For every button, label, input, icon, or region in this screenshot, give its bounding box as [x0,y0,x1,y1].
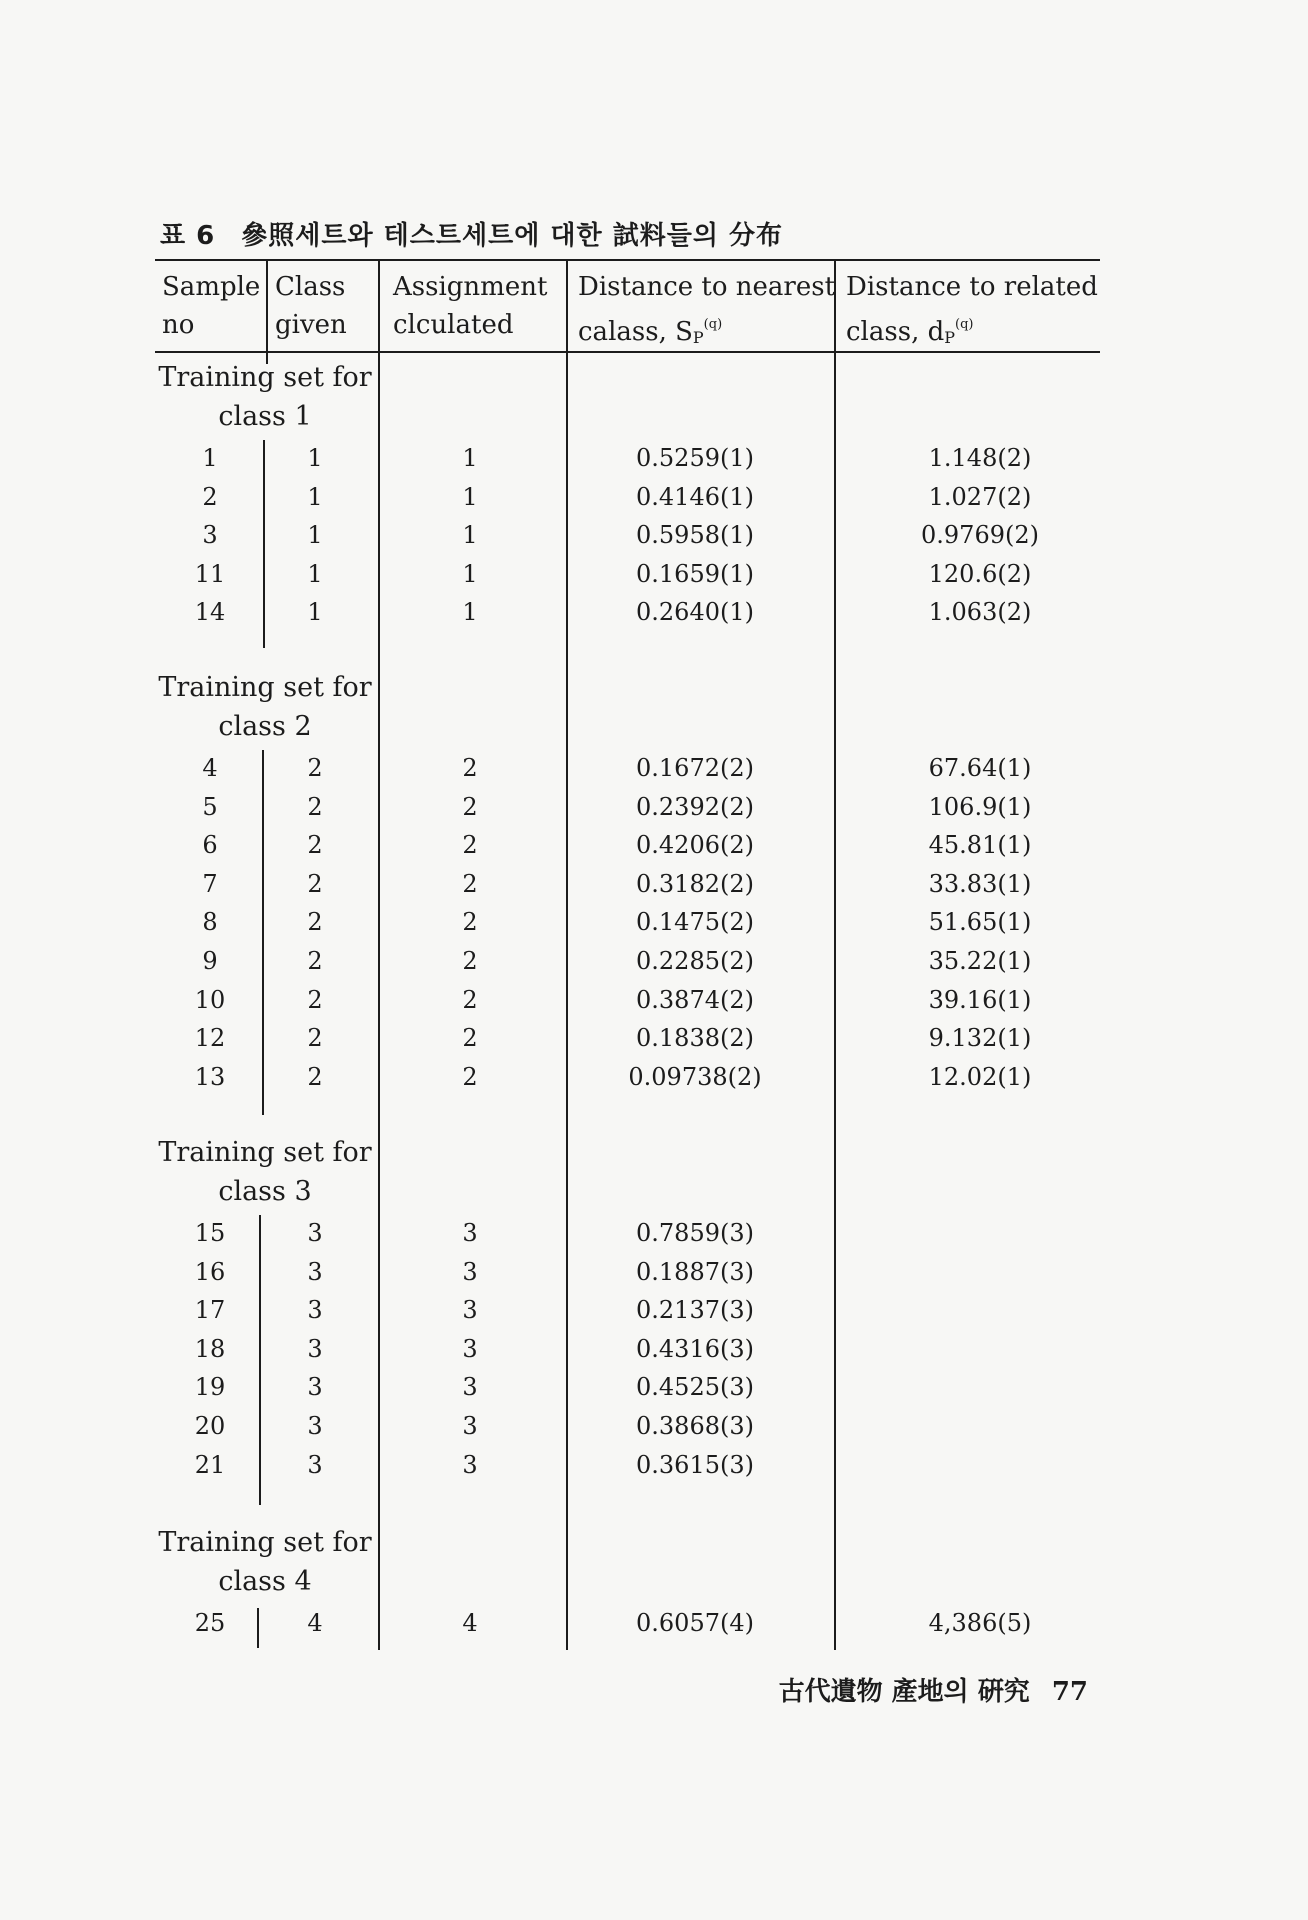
cell-sample: 11 [194,559,226,588]
footer-title: 古代遺物 產地의 硏究 [778,1677,1030,1707]
cell-nearest: 0.2285(2) [636,947,754,975]
cell-nearest: 0.6057(4) [636,1609,754,1637]
cell-sample: 21 [194,1450,226,1479]
cell-related: 39.16(1) [928,985,1032,1014]
cell-assigned: 2 [462,869,478,898]
cell-given: 3 [307,1296,323,1325]
cell-nearest: 0.3874(2) [636,985,754,1014]
cell-nearest: 0.1672(2) [636,754,754,782]
cell-assigned: 2 [462,754,478,782]
table-row [0,1063,1308,1101]
cell-sample: 25 [194,1609,226,1637]
cell-sample: 17 [194,1296,226,1325]
table-row [0,908,1308,946]
cell-nearest: 0.1659(1) [636,559,754,588]
cell-related: 45.81(1) [928,831,1032,860]
cell-given: 2 [307,985,323,1014]
cell-assigned: 3 [462,1296,478,1325]
table-top-rule [155,259,1100,261]
cell-given: 3 [307,1257,323,1286]
cell-given: 3 [307,1450,323,1479]
table-row [0,1296,1308,1334]
cell-nearest: 0.5958(1) [636,521,754,550]
cell-given: 2 [307,908,323,937]
cell-nearest: 0.3615(3) [636,1450,754,1479]
cell-related: 9.132(1) [928,1024,1032,1053]
cell-sample: 1 [202,444,218,472]
cell-sample: 8 [202,908,218,937]
table-row [0,986,1308,1024]
cell-sample: 20 [194,1412,226,1440]
cell-given: 4 [307,1609,323,1637]
cell-given: 2 [307,1062,323,1091]
cell-assigned: 3 [462,1450,478,1479]
cell-given: 3 [307,1412,323,1440]
cell-related: 33.83(1) [928,869,1032,898]
cell-sample: 7 [202,869,218,898]
cell-given: 2 [307,947,323,975]
cell-sample: 3 [202,521,218,550]
cell-related: 35.22(1) [928,947,1032,975]
cell-sample: 9 [202,947,218,975]
table-row [0,598,1308,636]
header-divider-1 [266,260,268,364]
cell-assigned: 4 [462,1609,478,1637]
section-label: Training set for class 3 [158,1137,372,1207]
cell-sample: 2 [202,482,218,511]
cell-nearest: 0.2392(2) [636,792,754,821]
cell-given: 1 [307,444,323,472]
table-row [0,1219,1308,1257]
cell-given: 3 [307,1334,323,1363]
cell-related: 0.9769(2) [921,521,1039,550]
cell-nearest: 0.2137(3) [636,1296,754,1325]
page-number: 77 [1051,1677,1088,1707]
cell-nearest: 0.3182(2) [636,869,754,898]
cell-assigned: 1 [462,559,478,588]
cell-given: 2 [307,869,323,898]
table-row [0,793,1308,831]
cell-sample: 10 [194,985,226,1014]
table-number: 표 6 [160,221,216,251]
table-row [0,1451,1308,1489]
cell-given: 1 [307,559,323,588]
cell-related: 51.65(1) [928,908,1032,937]
cell-given: 2 [307,754,323,782]
cell-assigned: 1 [462,444,478,472]
header-distance-nearest: Distance to nearest calass, SP$^{(q)}$ [578,272,836,347]
table-caption [160,215,783,252]
cell-related: 120.6(2) [928,559,1032,588]
cell-nearest: 0.7859(3) [636,1219,754,1247]
cell-given: 2 [307,1024,323,1053]
cell-given: 1 [307,482,323,511]
table-row [0,560,1308,598]
cell-sample: 5 [202,792,218,821]
table-row [0,1258,1308,1296]
cell-related: 67.64(1) [928,754,1032,782]
header-sample-no: Sample no [162,272,261,340]
table-row [0,754,1308,792]
cell-nearest: 0.4316(3) [636,1334,754,1363]
cell-nearest: 0.1887(3) [636,1257,754,1286]
header-distance-related: Distance to related class, $dP^{(q)}$ [846,272,1098,347]
section-label: Training set for class 1 [158,362,372,432]
cell-nearest: 0.4146(1) [636,482,754,511]
table-row [0,1024,1308,1062]
cell-assigned: 3 [462,1257,478,1286]
cell-assigned: 2 [462,831,478,860]
table-row [0,521,1308,559]
cell-assigned: 2 [462,1062,478,1091]
cell-given: 2 [307,792,323,821]
cell-sample: 16 [194,1257,226,1286]
table-row [0,947,1308,985]
cell-nearest: 0.09738(2) [628,1062,762,1091]
cell-assigned: 3 [462,1334,478,1363]
cell-sample: 12 [194,1024,226,1053]
cell-nearest: 0.3868(3) [636,1412,754,1440]
cell-related: 1.148(2) [928,444,1032,472]
table-row [0,444,1308,482]
cell-related: 12.02(1) [928,1062,1032,1091]
cell-assigned: 2 [462,1024,478,1053]
cell-related: 106.9(1) [928,792,1032,821]
cell-sample: 19 [194,1373,226,1402]
cell-sample: 15 [194,1219,226,1247]
cell-assigned: 2 [462,985,478,1014]
cell-nearest: 0.4206(2) [636,831,754,860]
cell-assigned: 2 [462,792,478,821]
cell-nearest: 0.1475(2) [636,908,754,937]
cell-given: 1 [307,521,323,550]
cell-nearest: 0.1838(2) [636,1024,754,1053]
cell-given: 3 [307,1219,323,1247]
cell-assigned: 3 [462,1373,478,1402]
cell-nearest: 0.5259(1) [636,444,754,472]
header-assignment: Assignment clculated [393,272,548,340]
table-row [0,483,1308,521]
cell-related: 1.027(2) [928,482,1032,511]
section-label: Training set for class 2 [158,672,372,742]
cell-given: 2 [307,831,323,860]
section-label: Training set for class 4 [158,1527,372,1597]
cell-assigned: 1 [462,598,478,627]
cell-related: 1.063(2) [928,598,1032,627]
cell-sample: 14 [194,598,226,627]
cell-given: 1 [307,598,323,627]
cell-related: 4,386(5) [928,1609,1032,1637]
cell-assigned: 1 [462,521,478,550]
table-row [0,1412,1308,1450]
cell-given: 3 [307,1373,323,1402]
header-class-given: Class given [275,272,347,340]
table-row [0,870,1308,908]
cell-assigned: 3 [462,1412,478,1440]
cell-sample: 13 [194,1062,226,1091]
cell-assigned: 1 [462,482,478,511]
table-row [0,1373,1308,1411]
table-row [0,1609,1308,1647]
table-title: 參照세트와 테스트세트에 대한 試料들의 分布 [241,221,783,251]
cell-nearest: 0.2640(1) [636,598,754,627]
cell-assigned: 3 [462,1219,478,1247]
cell-sample: 18 [194,1334,226,1363]
cell-sample: 6 [202,831,218,860]
table-row [0,1335,1308,1373]
table-row [0,831,1308,869]
cell-assigned: 2 [462,908,478,937]
cell-assigned: 2 [462,947,478,975]
cell-sample: 4 [202,754,218,782]
cell-nearest: 0.4525(3) [636,1373,754,1402]
running-footer [779,1671,1088,1708]
